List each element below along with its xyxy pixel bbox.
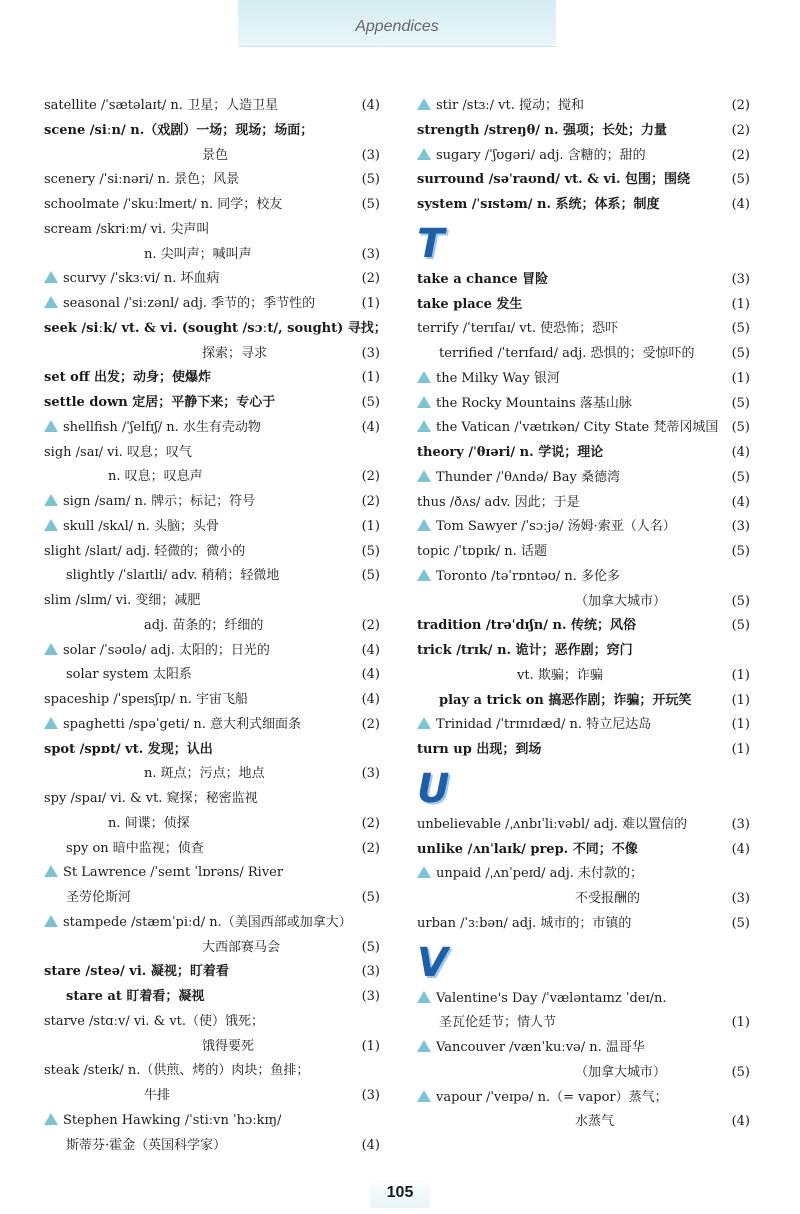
vocab-entry-row (44, 366, 380, 391)
section-letter-t (417, 218, 750, 268)
vocab-entry-row (44, 960, 380, 985)
entry-text: solar system 太阳系 (66, 667, 192, 683)
unit-number: (4) (361, 98, 380, 113)
unit-number: (1) (731, 296, 750, 312)
entry-text: scream /skriːm/ vi. 尖声叫 (44, 221, 210, 237)
entry-text: （加拿大城市） (575, 593, 667, 609)
entry-text: 圣劳伦斯河 (66, 890, 132, 905)
vocab-entry-row (44, 639, 380, 664)
vocab-entry-row (44, 936, 380, 961)
triangle-marker-icon (44, 420, 58, 432)
vocab-entry-row (44, 861, 380, 886)
triangle-marker-icon (417, 1090, 431, 1102)
entry-text: 牛排 (144, 1088, 171, 1103)
entry-text: topic /ˈtɒpɪk/ n. 话题 (417, 544, 547, 559)
triangle-marker-icon (44, 643, 58, 655)
vocab-entry-row (44, 218, 380, 243)
vocab-entry-row (44, 416, 380, 441)
entry-text: seasonal /ˈsiːzənl/ adj. 季节的；季节性的 (63, 296, 316, 311)
vocab-entry-row (44, 812, 380, 837)
entry-text: thus /ðʌs/ adv. 因此；于是 (417, 494, 580, 510)
entry-text: 饿得要死 (202, 1038, 255, 1054)
entry-text: skull /skʌl/ n. 头脑；头骨 (63, 518, 219, 534)
entry-text: settle down 定居；平静下来；专心于 (44, 395, 276, 410)
vocab-entry-row (44, 119, 380, 144)
triangle-marker-icon (417, 396, 431, 408)
entry-text: unlike /ʌnˈlaɪk/ prep. 不同；不像 (417, 841, 638, 857)
vocab-entry-row (417, 441, 750, 466)
unit-number: (3) (361, 989, 380, 1004)
unit-number: (5) (731, 469, 750, 485)
vocab-entry-row (417, 1036, 750, 1061)
entry-text: scenery /ˈsiːnəri/ n. 景色；风景 (44, 172, 240, 188)
entry-text: 圣瓦伦廷节；情人节 (439, 1015, 557, 1031)
vocab-entry-row (44, 515, 380, 540)
triangle-marker-icon (417, 1040, 431, 1052)
vocab-entry-row (417, 887, 750, 912)
vocab-entry-row (44, 317, 387, 342)
entry-text: unpaid /ˌʌnˈpeɪd/ adj. 未付款的； (436, 866, 644, 882)
entry-text: terrified /ˈterɪfaɪd/ adj. 恐惧的；受惊吓的 (439, 346, 695, 361)
vocab-entry-row (44, 1010, 380, 1035)
entry-text: n. 斑点；污点；地点 (144, 766, 265, 782)
vocab-entry-row (44, 837, 380, 862)
unit-number: (1) (731, 1015, 750, 1031)
unit-number: (5) (731, 346, 750, 361)
section-title: Appendices (355, 18, 439, 35)
entry-text: play a trick on 搞恶作剧；诈骗；开玩笑 (439, 692, 692, 708)
entry-text: trick /trɪk/ n. 诡计；恶作剧；窍门 (417, 643, 633, 658)
vocab-entry-row (44, 540, 380, 565)
vocab-entry-row (417, 317, 750, 342)
page-number: 105 (370, 1178, 430, 1208)
entry-text: n. 间谍；侦探 (108, 815, 190, 831)
unit-number: (5) (361, 172, 380, 188)
triangle-marker-icon (417, 371, 431, 383)
vocab-entry-row (44, 911, 380, 936)
vocab-entry-row (44, 614, 380, 639)
vocab-entry-row (417, 565, 750, 590)
unit-number: (3) (361, 766, 380, 782)
unit-number: (5) (731, 544, 750, 559)
vocab-entry-row (44, 1059, 380, 1084)
vocab-entry-row (417, 293, 750, 318)
section-letter-u (417, 763, 750, 813)
entry-text: the Vatican /ˈvætɪkən/ City State 梵蒂冈城国 (436, 420, 719, 436)
entry-text: Tom Sawyer /ˈsɔːjə/ 汤姆·索亚（人名） (436, 519, 676, 535)
section-letter-glyph: V (417, 939, 448, 986)
vocab-entry-row (417, 342, 750, 367)
vocab-entry-row (417, 838, 750, 863)
vocab-entry-row (44, 1084, 380, 1109)
entry-text: unbelievable /ˌʌnbɪˈliːvəbl/ adj. 难以置信的 (417, 816, 687, 832)
triangle-marker-icon (44, 717, 58, 729)
vocab-entry-row (417, 491, 750, 516)
vocab-entry-row (417, 987, 750, 1012)
vocab-entry-row (44, 564, 380, 589)
vocab-entry-row (417, 1061, 750, 1086)
vocab-entry-row (417, 713, 750, 738)
vocab-entry-row (44, 787, 380, 812)
entry-text: urban /ˈɜːbən/ adj. 城市的；市镇的 (417, 915, 632, 931)
unit-number: (1) (731, 667, 750, 683)
unit-number: (4) (731, 841, 750, 857)
unit-number: (3) (731, 271, 750, 287)
entry-text: strength /streŋθ/ n. 强项；长处；力量 (417, 122, 668, 138)
unit-number: (1) (361, 518, 380, 534)
vocab-entry-row (44, 738, 380, 763)
entry-text: theory /ˈθɪəri/ n. 学说；理论 (417, 445, 604, 460)
unit-number: (3) (731, 519, 750, 535)
unit-number: (2) (361, 840, 380, 856)
unit-number: (4) (361, 419, 380, 435)
entry-text: take a chance 冒险 (417, 271, 549, 287)
vocab-entry-row (44, 193, 380, 218)
entry-text: 景色 (202, 147, 229, 163)
unit-number: (5) (361, 395, 380, 410)
entry-text: 不受报酬的 (575, 891, 641, 906)
entry-text: tradition /trəˈdɪʃn/ n. 传统；风俗 (417, 618, 637, 634)
vocab-entry-row (44, 391, 380, 416)
entry-text: vt. 欺骗；诈骗 (517, 667, 603, 683)
entry-text: spy /spaɪ/ vi. & vt. 窥探；秘密监视 (44, 791, 258, 806)
unit-number: (5) (731, 618, 750, 634)
entry-text: Valentine's Day /ˈvæləntaɪnz ˈdeɪ/n. (436, 990, 667, 1006)
unit-number: (4) (361, 692, 380, 707)
unit-number: (1) (361, 296, 380, 311)
unit-number: (5) (731, 1064, 750, 1080)
entry-text: 大西部赛马会 (202, 939, 281, 955)
vocab-entry-row (417, 738, 750, 763)
vocab-entry-row (417, 515, 750, 540)
unit-number: (5) (731, 321, 750, 337)
unit-number: (2) (361, 617, 380, 633)
vocab-entry-row (417, 367, 750, 392)
entry-text: n. 叹息；叹息声 (108, 469, 203, 485)
vocab-entry-row (417, 268, 750, 293)
unit-number: (5) (731, 915, 750, 931)
unit-number: (5) (361, 543, 380, 559)
triangle-marker-icon (44, 865, 58, 877)
vocab-entry-row (44, 292, 380, 317)
unit-number: (1) (731, 742, 750, 757)
entry-text: slightly /ˈslaɪtli/ adv. 稍稍；轻微地 (66, 568, 280, 584)
vocab-entry-row (44, 267, 380, 292)
vocab-entry-row (44, 342, 380, 367)
entry-text: spot /spɒt/ vt. 发现；认出 (44, 741, 213, 757)
entry-text: sign /saɪn/ n. 牌示；标记；符号 (63, 494, 256, 509)
entry-text: surround /səˈraʊnd/ vt. & vi. 包围；围绕 (417, 172, 691, 188)
entry-text: St Lawrence /ˈseɪnt ˈlɒrəns/ River (63, 865, 284, 881)
vocab-entry-row (44, 1109, 380, 1134)
unit-number: (1) (361, 370, 380, 386)
unit-number: (3) (731, 816, 750, 832)
vocab-entry-row (44, 144, 380, 169)
unit-number: (2) (361, 469, 380, 485)
entry-text: solar /ˈsəʊlə/ adj. 太阳的；日光的 (63, 642, 270, 658)
unit-number: (4) (731, 445, 750, 460)
entry-text: slim /slɪm/ vi. 变细；减肥 (44, 593, 201, 608)
entry-text: spaghetti /spəˈgeti/ n. 意大利式细面条 (63, 716, 302, 732)
vocab-entry-row (417, 466, 750, 491)
entry-text: system /ˈsɪstəm/ n. 系统；体系；制度 (417, 197, 660, 212)
vocab-entry-row (44, 688, 380, 713)
vocab-entry-row (417, 912, 750, 937)
section-letter-v (417, 937, 750, 987)
entry-text: sugary /ˈʃʊgəri/ adj. 含糖的；甜的 (436, 147, 646, 163)
unit-number: (2) (361, 815, 380, 831)
left-column (44, 94, 387, 1158)
vocab-entry-row (44, 490, 380, 515)
unit-number: (2) (361, 271, 380, 287)
triangle-marker-icon (417, 98, 431, 110)
vocab-entry-row (44, 985, 380, 1010)
unit-number: (4) (731, 197, 750, 212)
entry-text: Vancouver /vænˈkuːvə/ n. 温哥华 (436, 1040, 645, 1055)
unit-number: (5) (731, 395, 750, 411)
entry-text: starve /stɑːv/ vi. & vt.（使）饿死； (44, 1013, 265, 1029)
vocab-entry-row (417, 1086, 750, 1111)
entry-text: sigh /saɪ/ vi. 叹息；叹气 (44, 444, 192, 460)
entry-text: Thunder /ˈθʌndə/ Bay 桑德湾 (436, 469, 620, 485)
entry-text: stare at 盯着看；凝视 (66, 989, 205, 1004)
vocab-entry-row (417, 590, 750, 615)
unit-number: (4) (361, 1137, 380, 1153)
entry-text: scene /siːn/ n.（戏剧）一场；现场；场面； (44, 122, 314, 138)
triangle-marker-icon (417, 519, 431, 531)
entry-text: take place 发生 (417, 296, 523, 312)
unit-number: (5) (361, 890, 380, 905)
vocab-entry-row (44, 663, 380, 688)
vocab-entry-row (417, 689, 750, 714)
unit-number: (4) (361, 642, 380, 658)
unit-number: (2) (731, 147, 750, 163)
entry-text: 水蒸气 (575, 1114, 615, 1130)
vocab-entry-row (417, 614, 750, 639)
triangle-marker-icon (44, 296, 58, 308)
entry-text: Stephen Hawking /ˈstiːvn ˈhɔːkɪŋ/ (63, 1112, 282, 1128)
unit-number: (5) (731, 420, 750, 436)
vocab-entry-row (44, 94, 380, 119)
unit-number: (1) (361, 1038, 380, 1054)
entry-text: slight /slaɪt/ adj. 轻微的；微小的 (44, 543, 246, 559)
vocab-entry-row (417, 193, 750, 218)
entry-text: schoolmate /ˈskuːlmeɪt/ n. 同学；校友 (44, 197, 283, 212)
entry-text: the Rocky Mountains 落基山脉 (436, 395, 632, 411)
unit-number: (4) (361, 667, 380, 683)
entry-text: （加拿大城市） (575, 1064, 667, 1080)
vocab-entry-row (417, 639, 750, 664)
vocab-entry-row (417, 664, 750, 689)
unit-number: (3) (731, 891, 750, 906)
triangle-marker-icon (44, 519, 58, 531)
vocab-entry-row (44, 1134, 380, 1159)
unit-number: (2) (731, 122, 750, 138)
unit-number: (1) (731, 370, 750, 386)
triangle-marker-icon (417, 420, 431, 432)
entry-text: turn up 出现；到场 (417, 742, 542, 757)
vocab-entry-row (44, 886, 380, 911)
entry-text: satellite /ˈsætəlaɪt/ n. 卫星；人造卫星 (44, 98, 279, 113)
unit-number: (1) (731, 692, 750, 708)
entry-text: vapour /ˈveɪpə/ n.（= vapor）蒸气； (436, 1089, 668, 1105)
entry-text: scurvy /ˈskɜːvi/ n. 坏血病 (63, 271, 220, 287)
unit-number: (5) (361, 939, 380, 955)
right-column (417, 94, 750, 1135)
unit-number: (5) (731, 593, 750, 609)
entry-text: terrify /ˈterɪfaɪ/ vt. 使恐怖；恐吓 (417, 321, 619, 337)
unit-number: (5) (731, 172, 750, 188)
entry-text: shellfish /ˈʃelfɪʃ/ n. 水生有壳动物 (63, 419, 261, 435)
triangle-marker-icon (417, 569, 431, 581)
entry-text: stampede /stæmˈpiːd/ n.（美国西部或加拿大） (63, 914, 352, 930)
vocab-entry-row (417, 168, 750, 193)
vocab-entry-row (44, 441, 380, 466)
entry-text: the Milky Way 银河 (436, 370, 560, 386)
entry-text: set off 出发；动身；使爆炸 (44, 370, 211, 386)
triangle-marker-icon (417, 991, 431, 1003)
unit-number: (2) (731, 98, 750, 113)
entry-text: stare /steə/ vi. 凝视；盯着看 (44, 964, 229, 980)
unit-number: (4) (731, 494, 750, 510)
unit-number: (2) (361, 494, 380, 509)
vocab-entry-row (417, 144, 750, 169)
vocab-entry-row (417, 416, 750, 441)
entry-text: stir /stɜː/ vt. 搅动；搅和 (436, 98, 585, 113)
vocab-entry-row (44, 243, 380, 268)
entry-text: Trinidad /ˈtrɪnɪdæd/ n. 特立尼达岛 (436, 717, 652, 733)
triangle-marker-icon (44, 494, 58, 506)
vocab-entry-row (44, 762, 380, 787)
unit-number: (3) (361, 964, 380, 980)
entry-text: spy on 暗中监视；侦查 (66, 840, 204, 856)
vocab-entry-row (417, 119, 750, 144)
unit-number: (4) (731, 1114, 750, 1130)
triangle-marker-icon (44, 915, 58, 927)
triangle-marker-icon (417, 866, 431, 878)
vocab-entry-row (417, 862, 750, 887)
entry-text: steak /steɪk/ n.（供煎、烤的）肉块；鱼排； (44, 1063, 310, 1079)
section-letter-glyph: T (417, 220, 445, 267)
triangle-marker-icon (44, 271, 58, 283)
vocab-entry-row (417, 392, 750, 417)
vocab-entry-row (417, 94, 750, 119)
triangle-marker-icon (417, 470, 431, 482)
entry-text: n. 尖叫声；喊叫声 (144, 246, 252, 262)
vocab-entry-row (417, 540, 750, 565)
unit-number: (3) (361, 147, 380, 163)
vocab-entry-row (44, 713, 380, 738)
unit-number: (1) (731, 717, 750, 733)
entry-text: spaceship /ˈspeɪsʃɪp/ n. 宇宙飞船 (44, 692, 249, 707)
triangle-marker-icon (44, 1113, 58, 1125)
unit-number: (5) (361, 197, 380, 212)
vocab-entry-row (417, 813, 750, 838)
unit-number: (2) (361, 716, 380, 732)
vocab-entry-row (417, 1110, 750, 1135)
vocab-entry-row (44, 1035, 380, 1060)
unit-number: (3) (361, 246, 380, 262)
vocab-entry-row (44, 465, 380, 490)
section-letter-glyph: U (417, 765, 450, 812)
triangle-marker-icon (417, 717, 431, 729)
vocab-entry-row (44, 589, 380, 614)
entry-text: Toronto /təˈrɒntəʊ/ n. 多伦多 (436, 568, 620, 584)
vocab-entry-row (417, 1011, 750, 1036)
entry-text: adj. 苗条的；纤细的 (144, 617, 264, 633)
unit-number: (5) (361, 568, 380, 584)
entry-text: seek /siːk/ vt. & vi. (sought /sɔːt/, sought) 寻找； (44, 320, 387, 336)
entry-text: 斯蒂芬·霍金（英国科学家） (66, 1137, 227, 1153)
unit-number: (3) (361, 345, 380, 361)
triangle-marker-icon (417, 148, 431, 160)
header-banner (238, 0, 556, 47)
unit-number: (3) (361, 1088, 380, 1103)
vocab-entry-row (44, 168, 380, 193)
entry-text: 探索；寻求 (202, 345, 268, 361)
